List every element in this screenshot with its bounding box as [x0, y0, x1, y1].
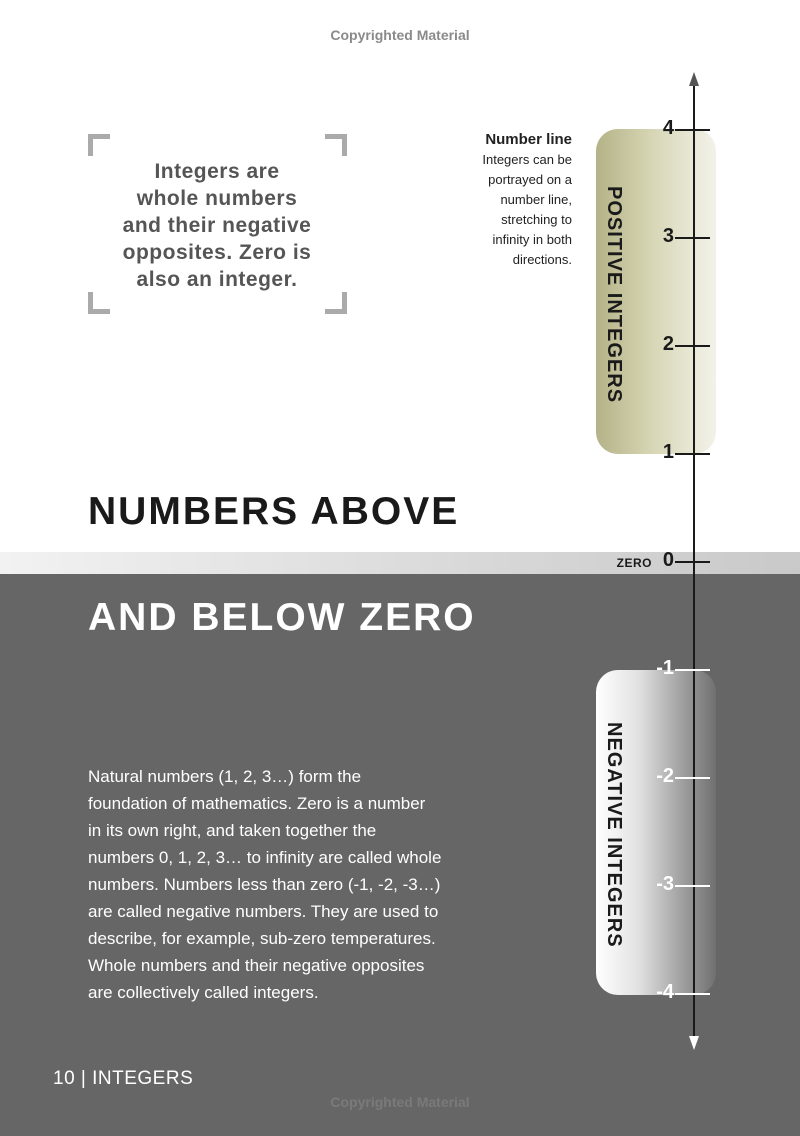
body-line: numbers. Numbers less than zero (-1, -2, -3…) — [88, 875, 441, 894]
caption-line: portrayed on a — [488, 172, 572, 187]
caption-line: number line, — [500, 192, 572, 207]
tick-label: 2 — [662, 333, 674, 355]
page-footer: 10 | INTEGERS — [53, 1068, 194, 1089]
tick-label: 4 — [662, 117, 674, 139]
caption-line: stretching to — [501, 212, 572, 227]
tick-label: -3 — [656, 873, 674, 895]
caption-line: infinity in both — [492, 232, 572, 247]
callout-line: also an integer. — [136, 268, 298, 291]
headline-line-1: NUMBERS ABOVE — [88, 490, 460, 533]
copyright-notice-top: Copyrighted Material — [330, 27, 470, 43]
callout-line: whole numbers — [136, 187, 298, 210]
positive-integers-label: POSITIVE INTEGERS — [603, 186, 625, 404]
body-line: numbers 0, 1, 2, 3… to infinity are called whole — [88, 848, 442, 867]
callout-line: and their negative — [122, 214, 312, 237]
headline-line-2: AND BELOW ZERO — [88, 596, 476, 639]
up-arrow-icon — [689, 72, 699, 86]
body-line: in its own right, and taken together the — [88, 821, 377, 840]
tick-marks — [675, 130, 710, 994]
body-line: are called negative numbers. They are used to — [88, 902, 439, 921]
copyright-notice-bottom: Copyrighted Material — [330, 1094, 470, 1110]
body-line: Whole numbers and their negative opposites — [88, 956, 425, 975]
zero-word-label: ZERO — [616, 556, 652, 570]
tick-label: 1 — [662, 441, 674, 463]
tick-label: 3 — [662, 225, 674, 247]
body-line: describe, for example, sub-zero temperatures. — [88, 929, 436, 948]
body-line: foundation of mathematics. Zero is a number — [88, 794, 426, 813]
down-arrow-icon — [689, 1036, 699, 1050]
tick-label: -1 — [656, 657, 674, 679]
callout-line: opposites. Zero is — [122, 241, 312, 264]
negative-integers-label: NEGATIVE INTEGERS — [603, 722, 625, 948]
caption-line: Integers can be — [482, 152, 572, 167]
tick-label: 0 — [662, 549, 674, 571]
callout-line: Integers are — [154, 160, 280, 183]
tick-label: -4 — [656, 981, 674, 1003]
caption-title: Number line — [485, 131, 572, 148]
caption-line: directions. — [512, 252, 572, 267]
tick-label: -2 — [656, 765, 674, 787]
body-line: are collectively called integers. — [88, 983, 319, 1002]
body-line: Natural numbers (1, 2, 3…) form the — [88, 767, 362, 786]
